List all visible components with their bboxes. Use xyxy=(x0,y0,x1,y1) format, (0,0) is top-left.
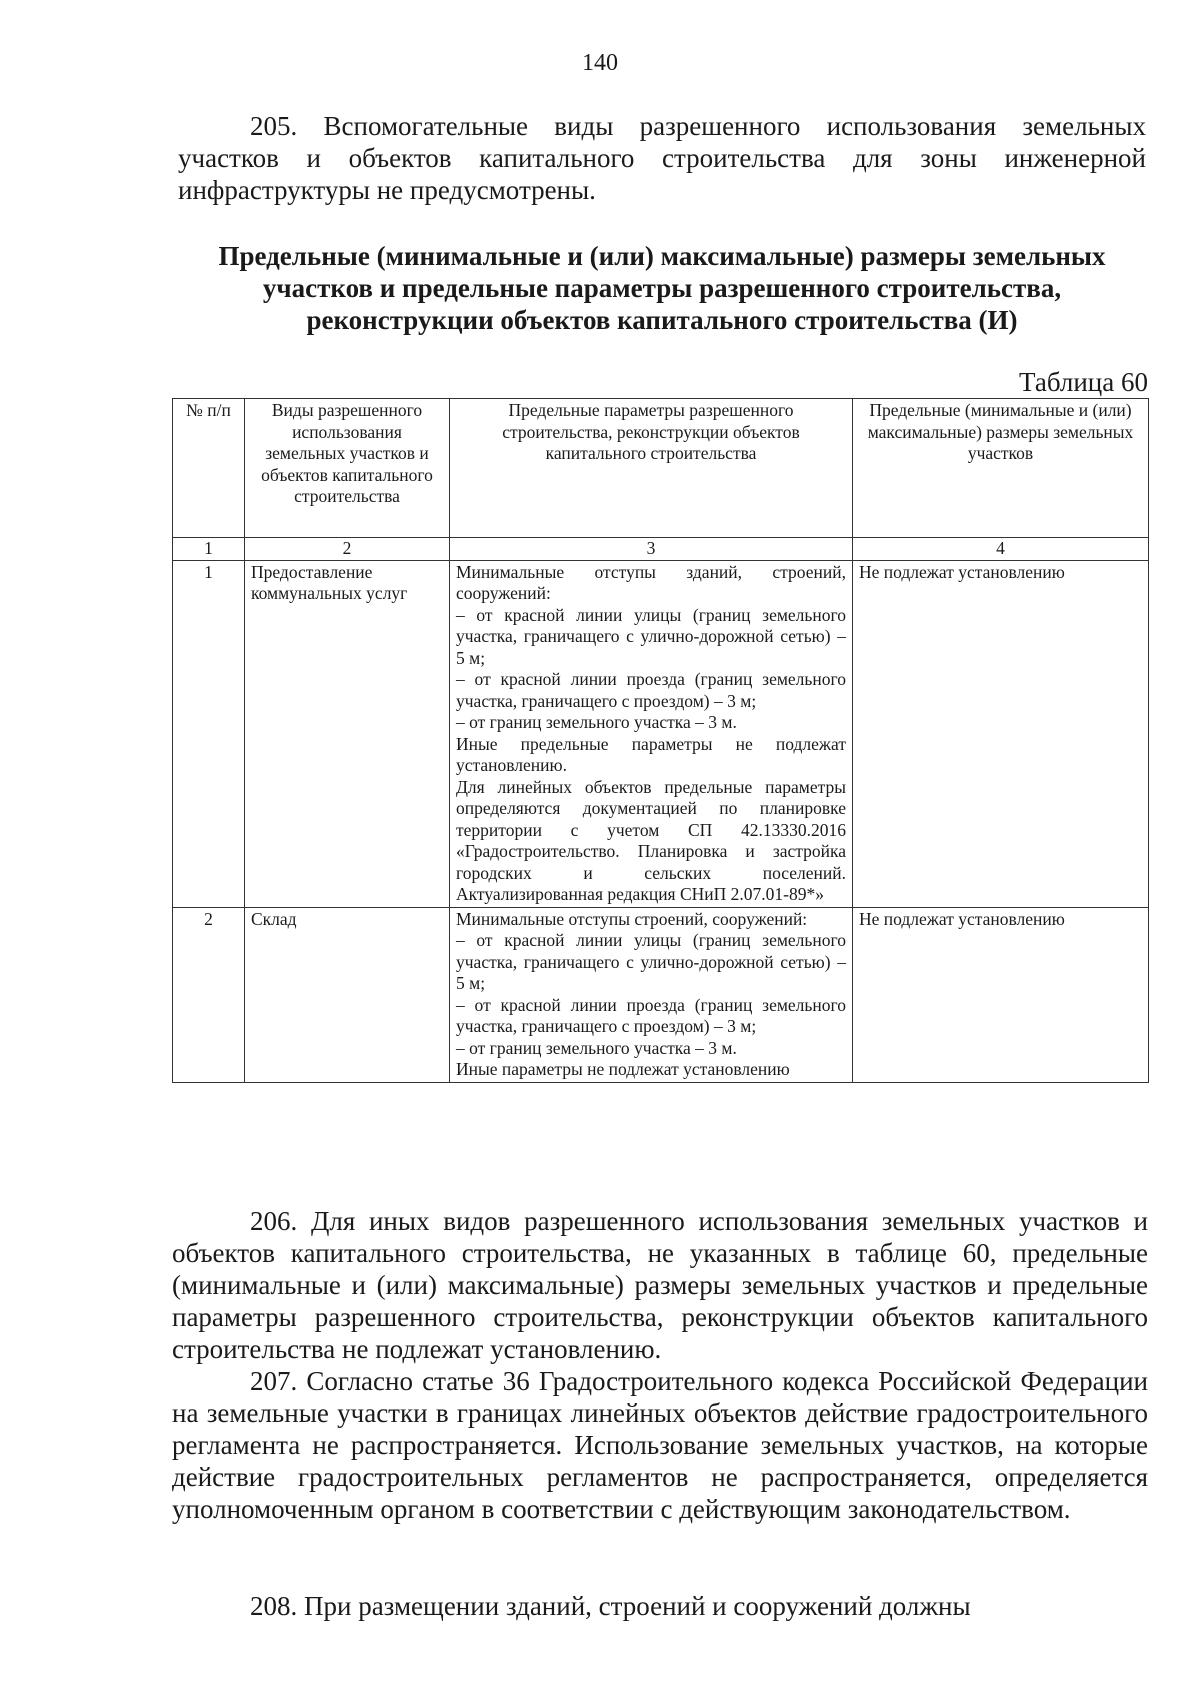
param-line: – от красной линии проезда (границ земельного участка, граничащего с проездом) – 3 м; xyxy=(456,669,846,711)
param-line: Минимальные отступы зданий, строений, сооружений: xyxy=(456,561,846,603)
section-title-line-3: реконструкции объектов капитального строительства (И) xyxy=(306,305,1018,335)
section-title xyxy=(178,240,1146,336)
column-number-row xyxy=(173,538,1149,561)
header-parameters: Предельные параметры разрешенного строительства, реконструкции объектов капитального строительства xyxy=(450,399,853,538)
row-use-type: Склад xyxy=(245,907,450,1082)
paragraph-208: 208. При размещении зданий, строений и сооружений должны xyxy=(250,1591,971,1621)
table-header-row xyxy=(173,399,1149,538)
section-title-line-1: Предельные (минимальные и (или) максимальные) размеры земельных xyxy=(218,241,1106,271)
header-plot-sizes: Предельные (минимальные и (или) максимальные) размеры земельных участков xyxy=(853,399,1149,538)
row-use-type: Предоставление коммунальных услуг xyxy=(245,560,450,907)
param-line: – от границ земельного участка – 3 м. xyxy=(456,1037,737,1058)
row-number: 2 xyxy=(173,907,245,1082)
header-use-types: Виды разрешенного использования земельных участков и объектов капитального строительства xyxy=(245,399,450,538)
paragraph-205: 205. Вспомогательные виды разрешенного использования земельных участков и объектов капитального строительства для зоны инженерной инфраструктуры не предусмотрены. xyxy=(178,111,1146,205)
param-line: – от красной линии проезда (границ земельного участка, граничащего с проездом) – 3 м; xyxy=(456,994,846,1036)
row-parameters xyxy=(450,907,853,1082)
row-number: 1 xyxy=(173,560,245,907)
param-line: – от границ земельного участка – 3 м. xyxy=(456,712,737,732)
param-line: Минимальные отступы строений, сооружений: xyxy=(456,908,808,929)
param-line: – от красной линии улицы (границ земельного участка, граничащего с улично-дорожной сетью) – 5 м; xyxy=(456,604,846,668)
section-title-line-2: участков и предельные параметры разрешенного строительства, xyxy=(262,273,1062,303)
param-line: Иные предельные параметры не подлежат установлению. xyxy=(456,733,846,775)
param-line: Для линейных объектов предельные параметры определяются документацией по планировке территории с учетом СП 42.13330.2016 «Градостроительство. Планировка и застройка городских и сельских поселений. Актуализированная редакция СНиП 2.07.01-89*» xyxy=(456,776,846,904)
parameters-table xyxy=(172,398,1149,1083)
page-number: 140 xyxy=(582,50,618,76)
table-row xyxy=(173,560,1149,907)
param-line: – от красной линии улицы (границ земельного участка, граничащего с улично-дорожной сетью) – 5 м; xyxy=(456,930,846,993)
header-number: № п/п xyxy=(173,399,245,538)
column-number: 4 xyxy=(853,538,1149,561)
row-plot-size: Не подлежат установлению xyxy=(853,560,1149,907)
param-line: Иные параметры не подлежат установлению xyxy=(456,1059,790,1079)
column-number: 1 xyxy=(173,538,245,561)
row-plot-size: Не подлежат установлению xyxy=(853,907,1149,1082)
column-number: 2 xyxy=(245,538,450,561)
table-row xyxy=(173,907,1149,1082)
paragraph-207: 207. Согласно статье 36 Градостроительного кодекса Российской Федерации на земельные участки в границах линейных объектов действие градостроительного регламента не распространяется. Использование земельных участков, на которые действие градостроительных регламентов не распространяется, определяется уполномоченным органом в соответствии с действующим законодательством. xyxy=(172,1366,1148,1524)
column-number: 3 xyxy=(450,538,853,561)
row-parameters xyxy=(450,560,853,907)
paragraph-206: 206. Для иных видов разрешенного использования земельных участков и объектов капитального строительства, не указанных в таблице 60, предельные (минимальные и (или) максимальные) размеры земельных участков и предельные параметры разрешенного строительства, реконструкции объектов капитального строительства не подлежат установлению. xyxy=(172,1206,1148,1364)
table-label: Таблица 60 xyxy=(1019,367,1148,397)
